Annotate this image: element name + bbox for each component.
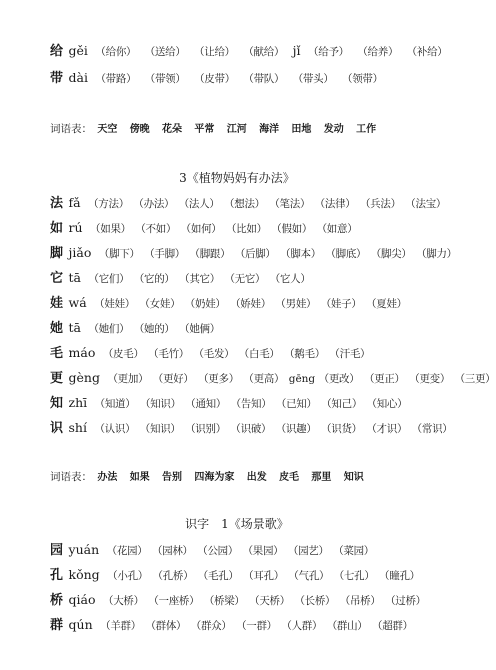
word: （脚本） [280, 248, 321, 260]
char-pinyin: kǒng [68, 567, 100, 582]
char-pinyin-alt: jǐ [292, 43, 301, 58]
word: （男娃） [275, 298, 317, 310]
word: （长桥） [294, 595, 336, 607]
word: （脚尖） [370, 248, 412, 260]
char-pinyin: máo [68, 345, 96, 360]
word: （一群） [236, 620, 277, 632]
word: （带路） [95, 73, 137, 85]
char-row-ru [50, 218, 464, 238]
word: （羊群） [100, 620, 141, 632]
word: （不如） [135, 223, 177, 235]
char-pinyin: yuán [68, 542, 100, 557]
vocab-word: 知识 [343, 472, 364, 483]
vocab-word: 田地 [291, 124, 312, 135]
word: （带领） [144, 73, 186, 85]
char-row-shi [50, 418, 464, 438]
char-pinyin: dài [68, 70, 88, 85]
word: （桥梁） [203, 595, 245, 607]
vocab-label: 词语表： [50, 123, 92, 135]
char-pinyin: gěi [68, 43, 88, 58]
lesson-title: 识字 1《场景歌》 [185, 517, 289, 531]
word: （脚下） [98, 248, 140, 260]
word: （皮带） [194, 73, 235, 85]
word: （吊桥） [339, 595, 381, 607]
char-row-zhi [50, 393, 464, 413]
word: （瞳孔） [379, 570, 420, 582]
word: （天桥） [249, 595, 290, 607]
word: （花园） [106, 545, 148, 557]
word: （它们） [88, 273, 130, 285]
word: （超群） [372, 620, 413, 632]
word: （更变） [409, 373, 451, 385]
char-head: 给 [50, 44, 64, 59]
word: （娇娃） [230, 298, 271, 310]
word: （无它） [224, 273, 266, 285]
word: （补给） [406, 46, 448, 58]
char-head: 识 [50, 421, 64, 436]
vocab-word: 傍晚 [129, 124, 150, 135]
char-row-kong [50, 565, 464, 585]
word: （带队） [243, 73, 285, 85]
char-row-gei [50, 41, 464, 61]
char-pinyin: shí [68, 420, 87, 435]
word: （她的） [133, 323, 175, 335]
char-head: 法 [50, 196, 64, 211]
word: （园艺） [287, 545, 329, 557]
word: （更正） [363, 373, 405, 385]
char-row-qiao [50, 590, 464, 610]
char-row-fa [50, 193, 464, 213]
char-pinyin: zhī [68, 395, 88, 410]
vocab-word: 告别 [162, 472, 183, 483]
word: （更多） [198, 373, 239, 385]
word: （带头） [292, 73, 334, 85]
char-pinyin: wá [68, 295, 87, 310]
word: （兵法） [359, 198, 401, 210]
word: （送给） [144, 46, 186, 58]
word: （她俩） [179, 323, 220, 335]
word: （脚跟） [189, 248, 231, 260]
word: （认识） [94, 423, 136, 435]
word: （如何） [180, 223, 222, 235]
char-pinyin: fǎ [68, 195, 81, 210]
word: （夏娃） [366, 298, 407, 310]
word: （汗毛） [329, 348, 371, 360]
word: （皮毛） [102, 348, 144, 360]
word: （公园） [197, 545, 239, 557]
char-head: 她 [50, 321, 64, 336]
word: （它人） [269, 273, 311, 285]
word: （常识） [411, 423, 453, 435]
word: （果园） [242, 545, 284, 557]
word: （法律） [314, 198, 356, 210]
word: （更加） [107, 373, 149, 385]
char-row-qun [50, 615, 464, 635]
word: （小孔） [107, 570, 148, 582]
word: （领带） [342, 73, 383, 85]
word: （毛竹） [148, 348, 189, 360]
word: （三更） [454, 373, 496, 385]
word: （方法） [88, 198, 129, 210]
word: （识趣） [275, 423, 317, 435]
char-row-geng [50, 368, 496, 388]
word: （笔法） [269, 198, 311, 210]
word: （让给） [194, 46, 235, 58]
word: （更改） [318, 373, 360, 385]
word: （一座桥） [148, 595, 200, 607]
word: （群山） [326, 620, 368, 632]
word: （气孔） [288, 570, 330, 582]
char-head: 桥 [50, 593, 64, 608]
vocab-word: 出发 [246, 472, 267, 483]
vocab-word: 如果 [129, 472, 150, 483]
word: （七孔） [333, 570, 375, 582]
word: （奶娃） [184, 298, 226, 310]
word: （通知） [185, 398, 227, 410]
vocab-word: 花朵 [162, 124, 183, 135]
word: （已知） [275, 398, 317, 410]
char-pinyin: jiǎo [68, 245, 92, 260]
word: （告知） [230, 398, 272, 410]
word: （如意） [316, 223, 358, 235]
char-head: 群 [50, 618, 64, 633]
vocab-word: 发动 [323, 124, 344, 135]
char-head: 更 [50, 371, 64, 386]
char-head: 知 [50, 396, 64, 411]
word: （后脚） [234, 248, 276, 260]
word: （想法） [224, 198, 265, 210]
word: （孔桥） [152, 570, 194, 582]
vocab-word: 天空 [97, 124, 118, 135]
char-head: 如 [50, 221, 64, 236]
word: （她们） [88, 323, 130, 335]
vocab-word: 办法 [97, 472, 118, 483]
char-pinyin: qiáo [68, 592, 96, 607]
word: （耳孔） [243, 570, 284, 582]
word: （过桥） [385, 595, 426, 607]
char-pinyin: qún [68, 617, 93, 632]
char-row-ta2 [50, 318, 464, 338]
vocab-word: 工作 [356, 124, 377, 135]
vocab-word: 平常 [194, 124, 215, 135]
word: （知心） [366, 398, 408, 410]
word: （给予） [308, 46, 349, 58]
lesson-title: 3《植物妈妈有办法》 [179, 171, 295, 185]
word: （识别） [185, 423, 226, 435]
word: （脚底） [325, 248, 367, 260]
vocab-word: 那里 [311, 472, 332, 483]
char-pinyin: gèng [68, 370, 100, 385]
word: （毛孔） [197, 570, 239, 582]
char-pinyin-alt: gēng [288, 373, 316, 385]
word: （它的） [133, 273, 175, 285]
char-head: 毛 [50, 346, 64, 361]
vocab-list [50, 469, 373, 486]
vocab-word: 江河 [226, 124, 247, 135]
vocab-label: 词语表： [50, 471, 92, 483]
char-pinyin: rú [68, 220, 83, 235]
char-pinyin: tā [68, 270, 81, 285]
word: （给养） [357, 46, 399, 58]
char-head: 孔 [50, 568, 64, 583]
char-head: 脚 [50, 246, 64, 261]
word: （比如） [225, 223, 267, 235]
vocab-word: 皮毛 [279, 472, 300, 483]
word: （娃子） [320, 298, 362, 310]
word: （办法） [133, 198, 175, 210]
word: （手脚） [144, 248, 185, 260]
char-row-mao [50, 343, 464, 363]
vocab-list [50, 121, 385, 138]
word: （更高） [243, 373, 285, 385]
word: （更好） [152, 373, 194, 385]
char-head: 园 [50, 543, 64, 558]
word: （知识） [139, 398, 181, 410]
word: （毛发） [193, 348, 235, 360]
char-row-ta [50, 268, 464, 288]
vocab-word: 海洋 [259, 124, 280, 135]
word: （知己） [321, 398, 363, 410]
word: （菜园） [333, 545, 375, 557]
word: （献给） [243, 46, 285, 58]
word: （给你） [95, 46, 137, 58]
char-row-wa [50, 293, 464, 313]
char-head: 娃 [50, 296, 64, 311]
word: （法宝） [405, 198, 447, 210]
char-row-yuan [50, 540, 464, 560]
char-head: 带 [50, 71, 64, 86]
word: （群众） [190, 620, 232, 632]
char-row-dai [50, 68, 464, 88]
word: （人群） [281, 620, 323, 632]
word: （法人） [178, 198, 220, 210]
word: （其它） [179, 273, 220, 285]
word: （白毛） [238, 348, 280, 360]
word: （识货） [321, 423, 362, 435]
word: （知道） [94, 398, 136, 410]
word: （娃娃） [94, 298, 135, 310]
word: （才识） [366, 423, 408, 435]
word: （大桥） [103, 595, 144, 607]
word: （识破） [230, 423, 272, 435]
word: （假如） [271, 223, 313, 235]
char-row-jiao [50, 243, 464, 263]
vocab-word: 四海为家 [194, 472, 235, 483]
word: （群体） [145, 620, 187, 632]
word: （园林） [151, 545, 193, 557]
char-head: 它 [50, 271, 64, 286]
word: （知识） [139, 423, 181, 435]
word: （鹅毛） [284, 348, 325, 360]
word: （女娃） [139, 298, 181, 310]
word: （如果） [90, 223, 131, 235]
word: （脚力） [416, 248, 457, 260]
char-pinyin: tā [68, 320, 81, 335]
